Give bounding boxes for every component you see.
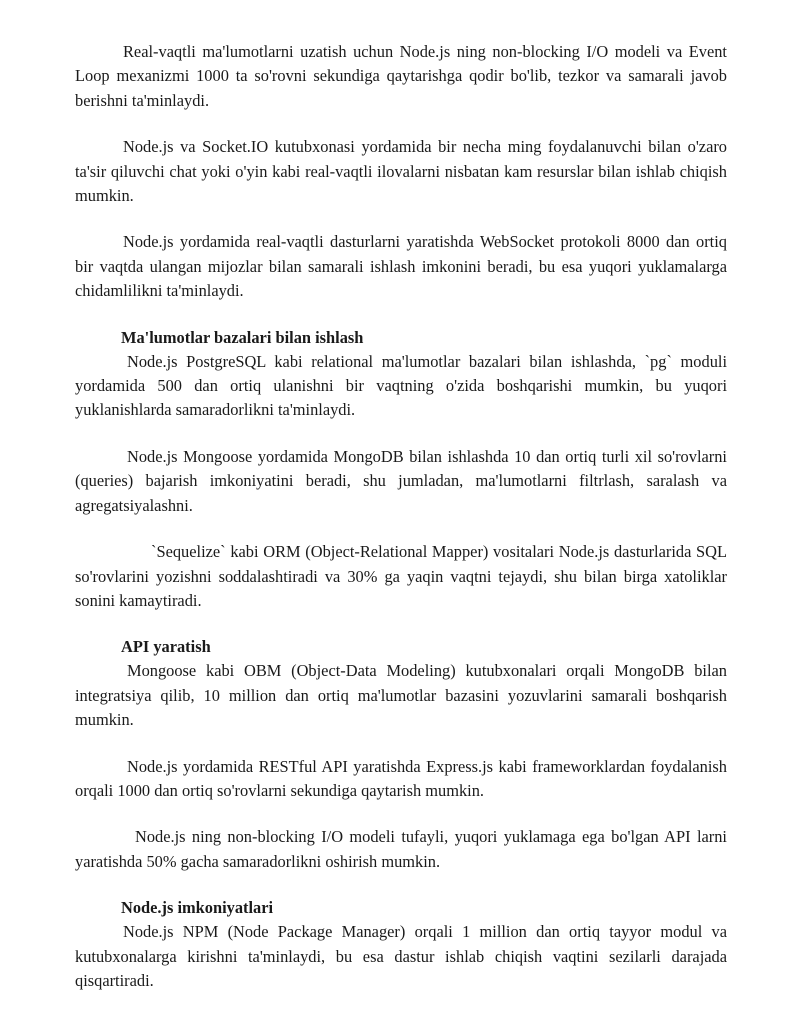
section-heading-databases: Ma'lumotlar bazalari bilan ishlash: [121, 327, 364, 347]
paragraph-socketio: Node.js va Socket.IO kutubxonasi yordamida bir necha ming foydalanuvchi bilan o'zaro ta'sir qiluvchi chat yoki o'yin kabi real-vaqtli ilovalarni nisbatan kam resurslar bilan ishlab chiqish mumkin.: [75, 137, 727, 206]
paragraph-sequelize: `Sequelize` kabi ORM (Object-Relational Mapper) vositalari Node.js dasturlarida SQL so'rovlarini yozishni soddalashtiradi va 30% ga yaqin vaqtni tejaydi, shu bilan birga xatoliklar sonini kamaytiradi.: [75, 542, 727, 610]
paragraph-non-blocking-api: Node.js ning non-blocking I/O modeli tufayli, yuqori yuklamaga ega bo'lgan API larni yaratishda 50% gacha samaradorlikni oshirish mumkin.: [75, 827, 727, 871]
paragraph-websocket: Node.js yordamida real-vaqtli dasturlarni yaratishda WebSocket protokoli 8000 dan ortiq bir vaqtda ulangan mijozlar bilan samarali ishlash imkonini beradi, bu esa yuqori yuklamalarga chidamlilikni ta'minlaydi.: [75, 232, 727, 301]
paragraph-restful-api: Node.js yordamida RESTful API yaratishda Express.js kabi frameworklardan foydalanish orqali 1000 dan ortiq so'rovlarni sekundiga qaytarish mumkin.: [75, 756, 727, 800]
document-page: [75, 40, 727, 1015]
paragraph-npm: Node.js NPM (Node Package Manager) orqali 1 million dan ortiq tayyor modul va kutubxonalarga kirishni ta'minlaydi, bu esa dastur ishlab chiqish vaqtini sezilarli darajada qisqartiradi.: [75, 922, 727, 990]
paragraph-postgresql: Node.js PostgreSQL kabi relational ma'lumotlar bazalari bilan ishlashda, `pg` moduli yordamida 500 dan ortiq ulanishni bir vaqtning o'zida boshqarishi mumkin, bu yuqori yuklanishlarda samaradorlikni ta'minlaydi.: [75, 351, 727, 420]
paragraph-odm: Mongoose kabi OBM (Object-Data Modeling) kutubxonalari orqali MongoDB bilan integratsiya qilib, 10 million dan ortiq ma'lumotlar bazasini yozuvlarini samarali boshqarish mumkin.: [75, 661, 727, 730]
paragraph-realtime-event-loop: Real-vaqtli ma'lumotlarni uzatish uchun Node.js ning non-blocking I/O modeli va Event Loop mexanizmi 1000 ta so'rovni sekundiga qaytarishga qodir bo'lib, tezkor va samarali javob berishni ta'minlaydi.: [75, 42, 727, 110]
section-heading-nodejs-features: Node.js imkoniyatlari: [121, 898, 274, 918]
section-heading-api: API yaratish: [121, 637, 211, 657]
paragraph-mongoose: Node.js Mongoose yordamida MongoDB bilan ishlashda 10 dan ortiq turli xil so'rovlarni (queries) bajarish imkoniyatini beradi, shu jumladan, ma'lumotlarni filtrlash, saralash va agregatsiyalashni.: [75, 446, 727, 515]
